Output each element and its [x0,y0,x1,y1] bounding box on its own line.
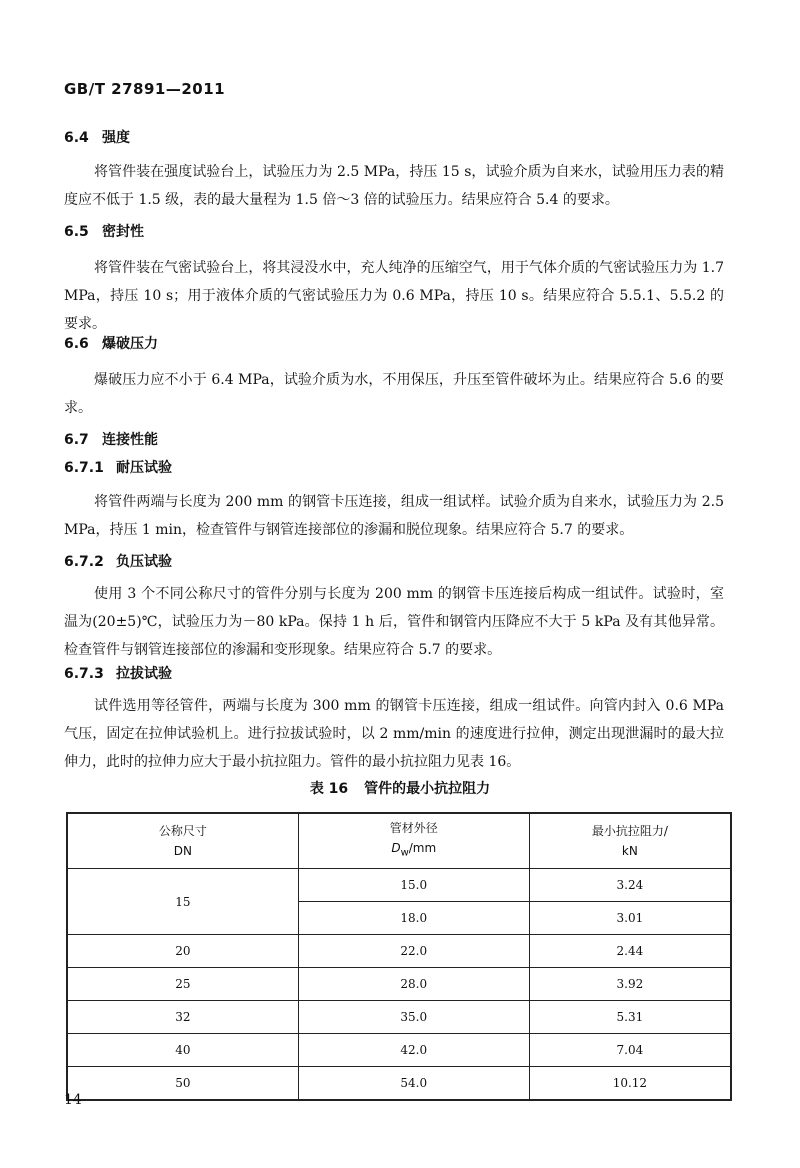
cell-dn: 50 [67,1067,298,1101]
paragraph-6-7-3: 试件选用等径管件，两端与长度为 300 mm 的钢管卡压连接，组成一组试件。向管内封入 0.6 MPa 气压，固定在拉伸试验机上。进行拉拔试验时，以 2 mm/min 的速度进行拉伸，测定出现泄漏时的最大拉伸力，此时的拉伸力应大于最小抗拉阻力。管件的最小抗拉阻力见表 16。 [64,698,724,770]
header-line: kN [621,844,638,858]
cell-dn: 32 [67,1001,298,1034]
section-heading-6-4 [64,128,130,148]
paragraph-6-7-2: 使用 3 个不同公称尺寸的管件分别与长度为 200 mm 的钢管卡压连接后构成一组试件。试验时，室温为(20±5)℃，试验压力为－80 kPa。保持 1 h 后，管件和钢管内压降应不大于 5 kPa 及有其他异常。检查管件与钢管连接部位的渗漏和变形现象。结果应符合 5.7 的要求。 [64,586,724,658]
section-number: 6.7 [64,432,89,448]
section-heading-6-7-1 [64,458,172,478]
header-line [299,838,529,863]
table-header-row [67,813,731,869]
section-number: 6.7.3 [64,666,104,682]
table-row [67,1001,731,1034]
cell-dn: 20 [67,935,298,968]
header-line: 管材外径 [389,821,438,836]
unit-label: /mm [408,841,437,856]
section-title: 连接性能 [102,432,158,448]
cell-tensile-force: 3.24 [529,869,731,902]
standard-code: GB/T 27891—2011 [64,80,226,98]
header-nominal-size [67,813,298,869]
section-heading-6-7-2 [64,552,172,572]
table-row [67,1067,731,1101]
header-outer-diameter [298,813,529,869]
section-number: 6.5 [64,224,89,240]
header-line: DN [173,844,192,858]
section-number: 6.7.2 [64,554,104,570]
paragraph-6-6: 爆破压力应不小于 6.4 MPa，试验介质为水，不用保压，升压至管件破坏为止。结果应符合 5.6 的要求。 [64,372,724,416]
cell-outer-diameter: 15.0 [298,869,529,902]
section-title: 密封性 [102,224,144,240]
table-row [67,1034,731,1067]
section-number: 6.6 [64,336,89,352]
section-number: 6.7.1 [64,460,104,476]
cell-outer-diameter: 18.0 [298,902,529,935]
section-title: 负压试验 [116,554,172,570]
page-number: 14 [64,1092,82,1108]
cell-dn: 40 [67,1034,298,1067]
variable-symbol: D [391,841,401,856]
table-caption [0,778,800,798]
section-title: 耐压试验 [116,460,172,476]
section-number: 6.4 [64,130,89,146]
section-heading-6-7 [64,430,158,450]
section-heading-6-5 [64,222,144,242]
cell-outer-diameter: 54.0 [298,1067,529,1101]
header-line: 公称尺寸 [158,824,207,838]
section-title: 强度 [102,130,130,146]
cell-tensile-force: 3.01 [529,902,731,935]
paragraph-6-4: 将管件装在强度试验台上，试验压力为 2.5 MPa，持压 15 s，试验介质为自来水，试验用压力表的精度应不低于 1.5 级，表的最大量程为 1.5 倍～3 倍的试验压力。结果应符合 5.4 的要求。 [64,164,724,208]
cell-outer-diameter: 28.0 [298,968,529,1001]
table-row [67,935,731,968]
cell-tensile-force: 5.31 [529,1001,731,1034]
cell-tensile-force: 10.12 [529,1067,731,1101]
paragraph-6-7-1: 将管件两端与长度为 200 mm 的钢管卡压连接，组成一组试样。试验介质为自来水，试验压力为 2.5 MPa，持压 1 min，检查管件与钢管连接部位的渗漏和脱位现象。结果应符合 5.7 的要求。 [64,494,724,538]
table-title: 管件的最小抗拉阻力 [364,781,491,797]
cell-outer-diameter: 42.0 [298,1034,529,1067]
cell-tensile-force: 3.92 [529,968,731,1001]
cell-dn: 15 [67,869,298,935]
header-min-tensile-resistance [529,813,731,869]
section-heading-6-7-3 [64,664,172,684]
table-row [67,968,731,1001]
cell-tensile-force: 7.04 [529,1034,731,1067]
table-row [67,869,731,902]
cell-outer-diameter: 22.0 [298,935,529,968]
cell-outer-diameter: 35.0 [298,1001,529,1034]
section-title: 拉拔试验 [116,666,172,682]
cell-dn: 25 [67,968,298,1001]
section-title: 爆破压力 [102,336,158,352]
table-number: 表 16 [309,781,349,797]
variable-subscript: w [400,847,409,859]
cell-tensile-force: 2.44 [529,935,731,968]
section-heading-6-6 [64,334,158,354]
paragraph-6-5: 将管件装在气密试验台上，将其浸没水中，充人纯净的压缩空气，用于气体介质的气密试验压力为 1.7 MPa，持压 10 s；用于液体介质的气密试验压力为 0.6 MPa，持压 10 s。结果应符合 5.5.1、5.5.2 的要求。 [64,260,724,332]
header-line: 最小抗拉阻力/ [591,824,668,838]
tensile-resistance-table [66,812,732,1101]
